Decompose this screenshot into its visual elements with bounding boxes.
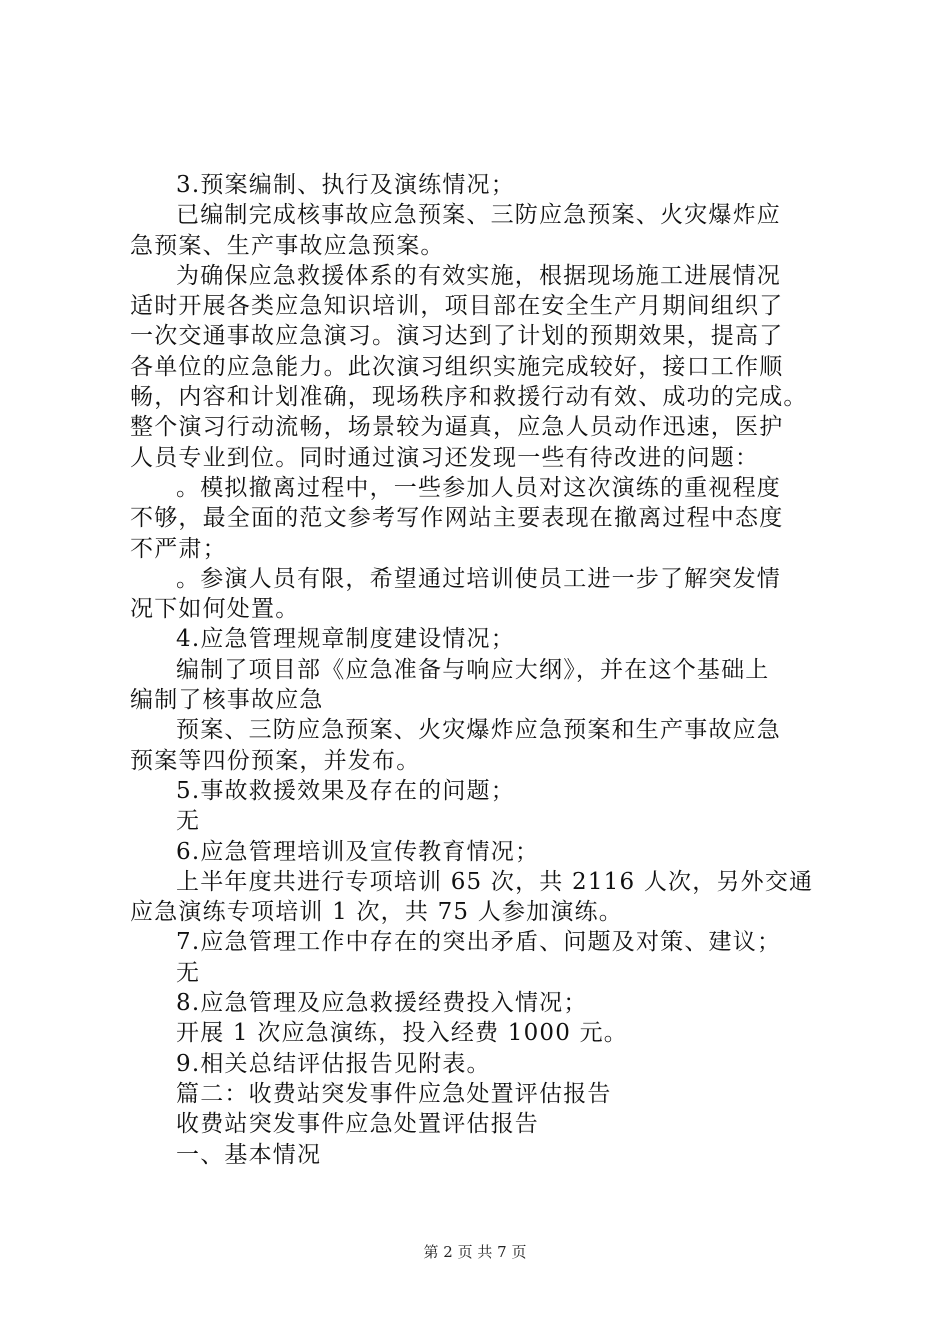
- text-line: 编制了项目部《应急准备与响应大纲》，并在这个基础上: [176, 656, 770, 683]
- text-line: 畅，内容和计划准确，现场秩序和救援行动有效、成功的完成。: [130, 384, 808, 411]
- text-line: 。参演人员有限，希望通过培训使员工进一步了解突发情: [176, 565, 781, 592]
- page-footer: 第 2 页 共 7 页: [423, 1243, 527, 1261]
- text-line: 不够，最全面的范文参考写作网站主要表现在撤离过程中态度: [130, 505, 784, 532]
- text-line: 开展 1 次应急演练，投入经费 1000 元。: [176, 1020, 629, 1047]
- text-line: 各单位的应急能力。此次演习组织实施完成较好，接口工作顺: [130, 353, 784, 380]
- text-line: 预案等四份预案，并发布。: [130, 747, 421, 774]
- text-line: 已编制完成核事故应急预案、三防应急预案、火灾爆炸应: [176, 202, 781, 229]
- text-line: 6.应急管理培训及宣传教育情况；: [176, 838, 540, 865]
- text-line: 不严肃；: [130, 535, 227, 562]
- text-line: 一次交通事故应急演习。演习达到了计划的预期效果，提高了: [130, 323, 784, 350]
- text-line: 适时开展各类应急知识培训，项目部在安全生产月期间组织了: [130, 293, 784, 320]
- text-line: 应急演练专项培训 1 次，共 75 人参加演练。: [130, 899, 623, 926]
- text-line: 无: [176, 808, 201, 835]
- text-line: 篇二：收费站突发事件应急处置评估报告: [176, 1080, 612, 1107]
- text-line: 为确保应急救援体系的有效实施，根据现场施工进展情况: [176, 262, 781, 289]
- text-line: 7.应急管理工作中存在的突出矛盾、问题及对策、建议；: [176, 929, 782, 956]
- text-line: 整个演习行动流畅，场景较为逼真，应急人员动作迅速，医护: [130, 414, 784, 441]
- text-line: 3.预案编制、执行及演练情况；: [176, 172, 515, 198]
- text-line: 。模拟撤离过程中，一些参加人员对这次演练的重视程度: [176, 474, 781, 501]
- text-line: 预案、三防应急预案、火灾爆炸应急预案和生产事故应急: [176, 717, 781, 744]
- text-line: 编制了核事故应急: [130, 687, 324, 714]
- text-line: 急预案、生产事故应急预案。: [130, 232, 445, 259]
- text-line: 上半年度共进行专项培训 65 次，共 2116 人次，另外交通: [176, 868, 814, 895]
- text-line: 5.事故救援效果及存在的问题；: [176, 777, 515, 804]
- text-line: 8.应急管理及应急救援经费投入情况；: [176, 990, 588, 1017]
- text-line: 收费站突发事件应急处置评估报告: [176, 1111, 539, 1138]
- text-line: 一、基本情况: [176, 1141, 322, 1168]
- text-line: 人员专业到位。同时通过演习还发现一些有待改进的问题：: [130, 444, 760, 471]
- text-line: 无: [176, 959, 201, 986]
- text-line: 4.应急管理规章制度建设情况；: [176, 626, 515, 653]
- text-line: 9.相关总结评估报告见附表。: [176, 1050, 491, 1077]
- text-line: 况下如何处置。: [130, 596, 300, 623]
- document-body: [130, 170, 850, 1170]
